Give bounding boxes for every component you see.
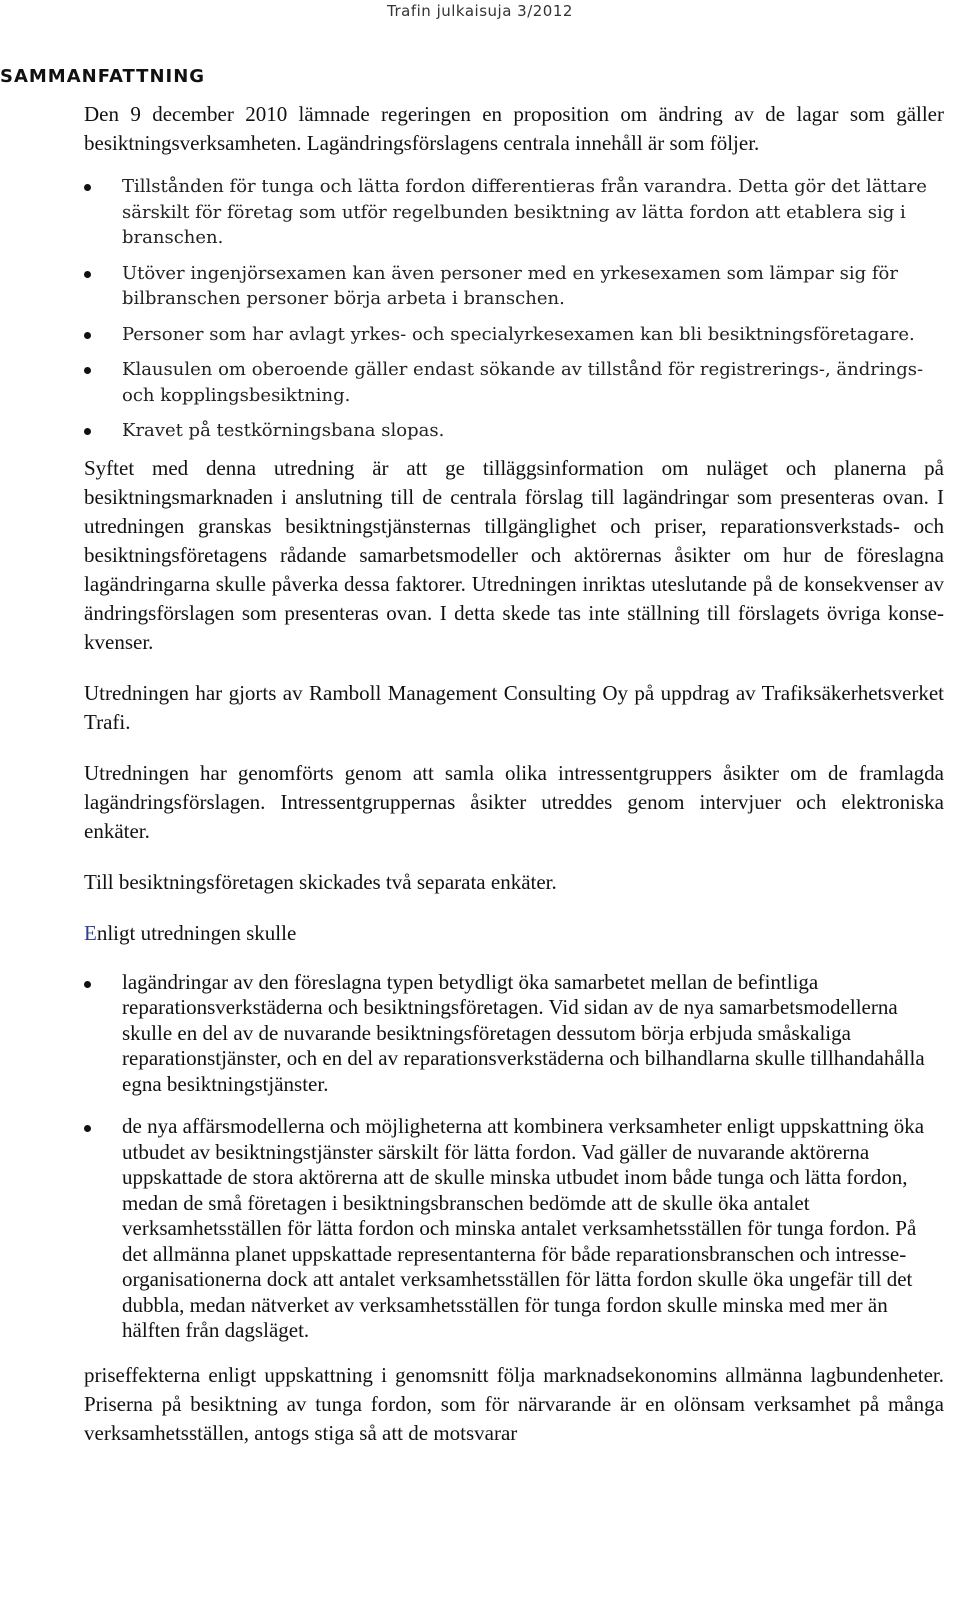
list-item: lagändringar av den föreslagna typen betydligt öka samarbetet mellan de befintliga reparationsverkstäderna och besiktningsföretagen. Vid sidan av de nya samarbetsmodellerna skulle en del av de nuvarande besiktningsföretagen dessutom börja erbjuda småskaliga reparationstjänster, och en del av reparationsverkstäderna och bilhandlarna skulle tillhandahålla egna besiktningstjänster. (84, 970, 944, 1098)
list-item: Tillstånden för tunga och lätta fordon differentieras från varandra. Detta gör det lättare särskilt för företag som utför regelbunden besiktning av lätta fordon att etablera sig i branschen. (84, 174, 944, 251)
purpose-paragraph: Syftet med denna utredning är att ge tilläggsinformation om nuläget och planerna på besiktningsmarknaden i anslutning till de centrala förslag till lagändringar som presenteras ovan. I utredningen granskas besiktningstjänsternas tillgänglighet och priser, reparationsverkstads- och besiktningsföretagens rådande samarbetsmodeller och aktörernas åsikter om hur de föreslagna lagändringarna skulle påverka dessa faktorer. Utredningen inriktas uteslutande på de konsekvenser av ändringsförslagen som presenteras ovan. I detta skede tas inte ställning till förslagets övriga konsekvenser. (84, 455, 944, 654)
bullet-icon (84, 428, 91, 435)
bullet-icon (84, 271, 91, 278)
bullet-icon (84, 367, 91, 374)
findings-intro-initial: E (84, 920, 97, 945)
bullet-icon (84, 184, 91, 191)
list-item: Klausulen om oberoende gäller endast sökande av tillstånd för registrerings-, ändrings- och kopplingsbesiktning. (84, 357, 944, 408)
method-paragraph: Utredningen har genomförts genom att samla olika intressentgruppers åsikter om de framlagda lagändringsförslagen. Intressentgruppernas åsikter utreddes genom intervjuer och elektroniska enkäter. (84, 760, 944, 843)
list-item: de nya affärsmodellerna och möjligheterna att kombinera verksamheter enligt uppskattning öka utbudet av besiktningstjänster särskilt för lätta fordon. Vad gäller de nuvarande aktörerna uppskattade de stora aktörerna att de skulle minska utbudet inom både tunga och lätta fordon, medan de små företagen i besiktningsbranschen bedömde att de skulle öka antalet verksamhetsställen för lätta fordon och minska antalet verksamhetsställen för tunga fordon. På det allmänna planet uppskattade representanterna för både reparationsbranschen och intresseorganisationerna dock att antalet verksamhetsställen för lätta fordon skulle öka ungefär till det dubbla, medan nätverket av verksamhetsställen för tunga fordon skulle minska med mer än hälften från dagsläget. (84, 1114, 944, 1344)
findings-list (84, 970, 944, 1344)
bullet-icon (84, 1125, 91, 1132)
surveys-paragraph: Till besiktningsföretagen skickades två separata enkäter. (84, 869, 557, 894)
running-header: Trafin julkaisuja 3/2012 (387, 2, 573, 20)
proposal-list (84, 174, 944, 444)
list-item: Utöver ingenjörsexamen kan även personer med en yrkesexamen som lämpar sig för bilbranschen personer börja arbeta i branschen. (84, 261, 944, 312)
bullet-icon (84, 332, 91, 339)
section-title: SAMMANFATTNING (0, 66, 206, 87)
findings-intro (84, 919, 944, 948)
trailing-paragraph: priseffekterna enligt uppskattning i genomsnitt följa marknadsekonomins allmänna lagbundenheter. Priserna på besiktning av tunga fordon, som för närvarande är en olönsam verksamhet på många verksamhetsställen, antogs stiga så att de motsvarar (84, 1362, 944, 1445)
author-paragraph: Utredningen har gjorts av Ramboll Management Consulting Oy på uppdrag av Trafiksäkerhetsverket Trafi. (84, 680, 944, 734)
bullet-icon (84, 981, 91, 988)
intro-paragraph: Den 9 december 2010 lämnade regeringen en proposition om ändring av de lagar som gäller besiktningsverksamheten. Lagändringsförslagens centrala innehåll är som följer. (84, 102, 944, 155)
list-item: Kravet på testkörningsbana slopas. (84, 418, 944, 444)
list-item: Personer som har avlagt yrkes- och specialyrkesexamen kan bli besiktningsföretagare. (84, 322, 944, 348)
findings-intro-text: nligt utredningen skulle (96, 920, 297, 945)
document-body (84, 100, 944, 1448)
